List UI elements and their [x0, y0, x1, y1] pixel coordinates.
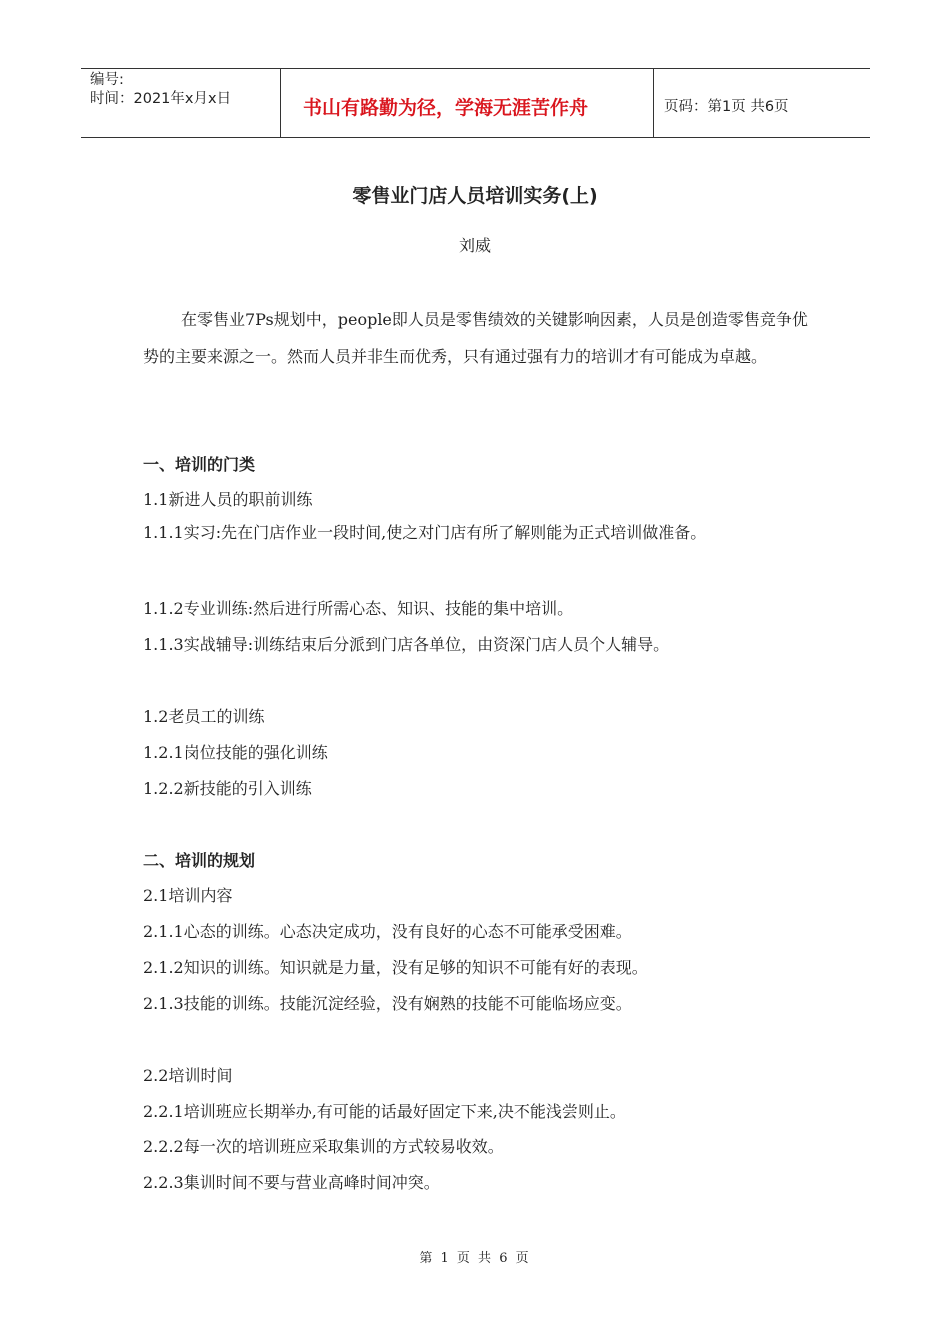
item-1-1-2: 1.1.2专业训练:然后进行所需心态、知识、技能的集中培训。: [143, 599, 574, 618]
item-2-1-3: 2.1.3技能的训练。技能沉淀经验，没有娴熟的技能不可能临场应变。: [143, 994, 632, 1013]
section-heading-1: 一、培训的门类: [143, 455, 256, 474]
header-meta-cell: [81, 69, 281, 137]
header-table: [81, 68, 870, 138]
subsection-1-1: 1.1新进人员的职前训练: [143, 490, 313, 509]
item-1-2-1: 1.2.1岗位技能的强化训练: [143, 743, 328, 762]
item-2-2-3: 2.2.3集训时间不要与营业高峰时间冲突。: [143, 1173, 440, 1192]
header-motto: 书山有路勤为径，学海无涯苦作舟: [281, 69, 654, 137]
item-2-1-1: 2.1.1心态的训练。心态决定成功，没有良好的心态不可能承受困难。: [143, 922, 632, 941]
page-footer: 第 1 页 共 6 页: [419, 1251, 531, 1266]
section-heading-2: 二、培训的规划: [143, 851, 256, 870]
item-1-1-1: 1.1.1实习:先在门店作业一段时间,使之对门店有所了解则能为正式培训做准备。: [143, 523, 707, 542]
item-1-2-2: 1.2.2新技能的引入训练: [143, 779, 312, 798]
item-1-1-3: 1.1.3实战辅导:训练结束后分派到门店各单位，由资深门店人员个人辅导。: [143, 635, 670, 654]
document-title: 零售业门店人员培训实务(上): [352, 185, 598, 207]
number-label: 编号:: [90, 72, 124, 88]
subsection-2-2: 2.2培训时间: [143, 1066, 233, 1085]
header-page-code: 页码：第1页 共6页: [664, 98, 789, 115]
document-author: 刘威: [458, 236, 491, 255]
item-2-2-2: 2.2.2每一次的培训班应采取集训的方式较易收效。: [143, 1137, 504, 1156]
subsection-2-1: 2.1培训内容: [143, 886, 233, 905]
item-2-2-1: 2.2.1培训班应长期举办,有可能的话最好固定下来,决不能浅尝则止。: [143, 1102, 626, 1121]
item-2-1-2: 2.1.2知识的训练。知识就是力量，没有足够的知识不可能有好的表现。: [143, 958, 648, 977]
intro-paragraph: 在零售业7Ps规划中，people即人员是零售绩效的关键影响因素，人员是创造零售竞争优势的主要来源之一。然而人员并非生而优秀，只有通过强有力的培训才有可能成为卓越。: [143, 310, 808, 366]
subsection-1-2: 1.2老员工的训练: [143, 707, 265, 726]
time-label: 时间：2021年x月x日: [90, 91, 232, 107]
